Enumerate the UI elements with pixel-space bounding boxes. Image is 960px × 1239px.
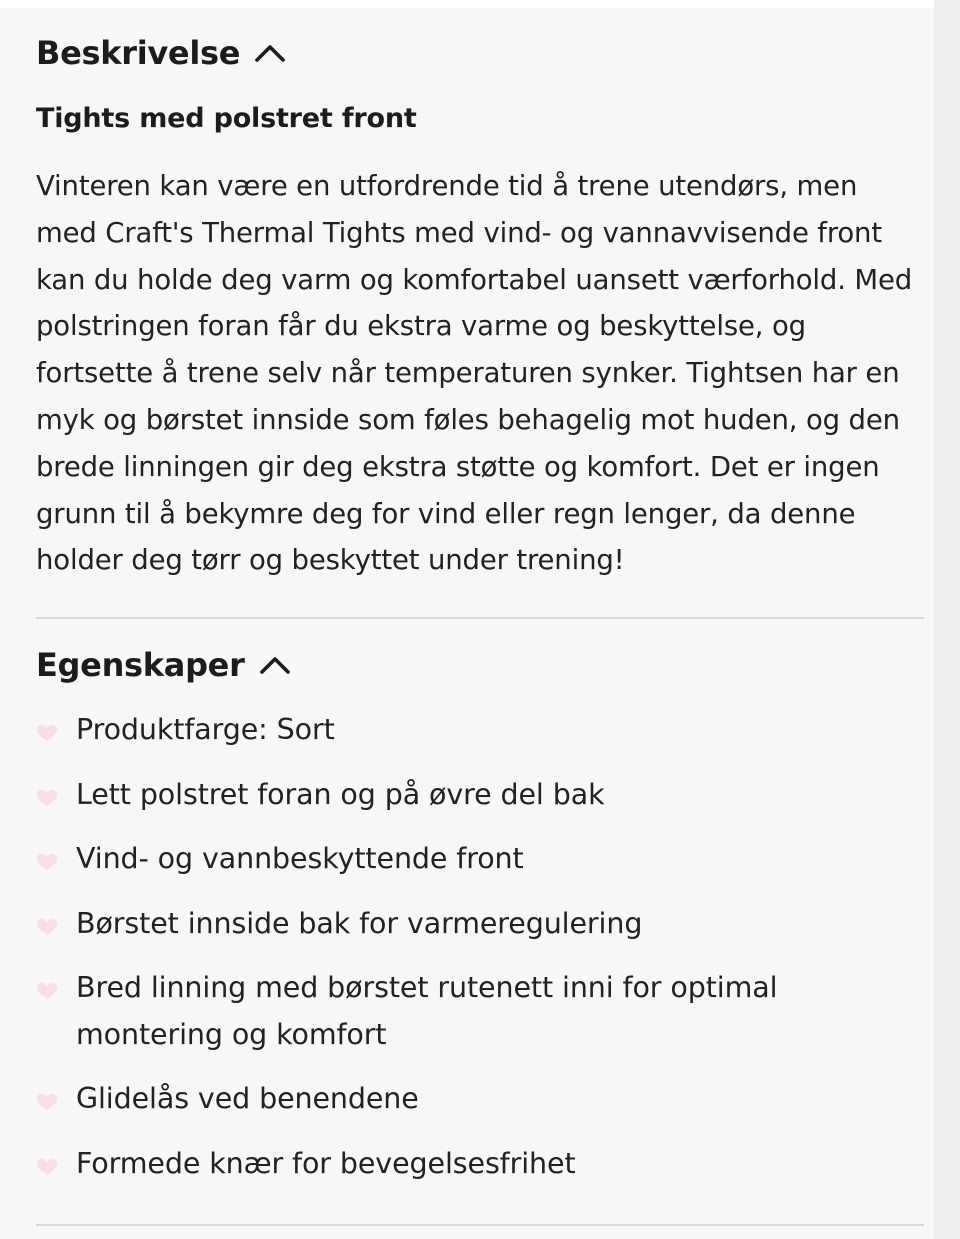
heart-icon: [36, 724, 58, 742]
list-item-text: Produktfarge: Sort: [76, 713, 335, 746]
heart-icon: [36, 1093, 58, 1111]
divider: [36, 617, 924, 619]
chevron-up-icon: [254, 43, 286, 63]
heart-icon: [36, 1158, 58, 1176]
list-item-text: Vind- og vannbeskyttende front: [76, 842, 524, 875]
chevron-up-icon: [259, 655, 291, 675]
properties-list: [36, 707, 924, 1205]
list-item: [36, 772, 924, 819]
list-item: [36, 965, 924, 1058]
list-item-text: Glidelås ved benendene: [76, 1082, 419, 1115]
heart-icon: [36, 853, 58, 871]
top-edge: [0, 0, 960, 8]
list-item: [36, 901, 924, 948]
divider: [36, 1224, 924, 1226]
description-toggle[interactable]: [36, 30, 286, 76]
list-item: [36, 1141, 924, 1188]
heart-icon: [36, 982, 58, 1000]
description-subtitle: Tights med polstret front: [36, 103, 417, 134]
list-item-text: Lett polstret foran og på øvre del bak: [76, 777, 605, 811]
heart-icon: [36, 789, 58, 807]
description-title: Beskrivelse: [36, 34, 241, 72]
properties-toggle[interactable]: [36, 642, 291, 688]
list-item: [36, 1076, 924, 1123]
properties-title: Egenskaper: [36, 646, 245, 684]
list-item-text: Formede knær for bevegelsesfrihet: [76, 1146, 576, 1180]
scroll-gutter: [934, 0, 960, 1239]
list-item: [36, 836, 924, 883]
list-item-text: Børstet innside bak for varmeregulering: [76, 906, 643, 940]
list-item: [36, 707, 924, 754]
heart-icon: [36, 918, 58, 936]
list-item-text: Bred linning med børstet rutenett inni for optimal montering og komfort: [76, 971, 778, 1051]
description-text: Vinteren kan være en utfordrende tid å trene utendørs, men med Craft's Thermal Tights med vind- og vannavvisende front kan du holde deg varm og komfortabel uansett værforhold. Med polstringen foran får du ekstra varme og beskyttelse, og fortsette å trene selv når temperaturen synker. Tightsen har en myk og børstet innside som føles behagelig mot huden, og den brede linningen gir deg ekstra støtte og komfort. Det er ingen grunn til å bekymre deg for vind eller regn lenger, da denne holder deg tørr og beskyttet under trening!: [36, 170, 913, 577]
